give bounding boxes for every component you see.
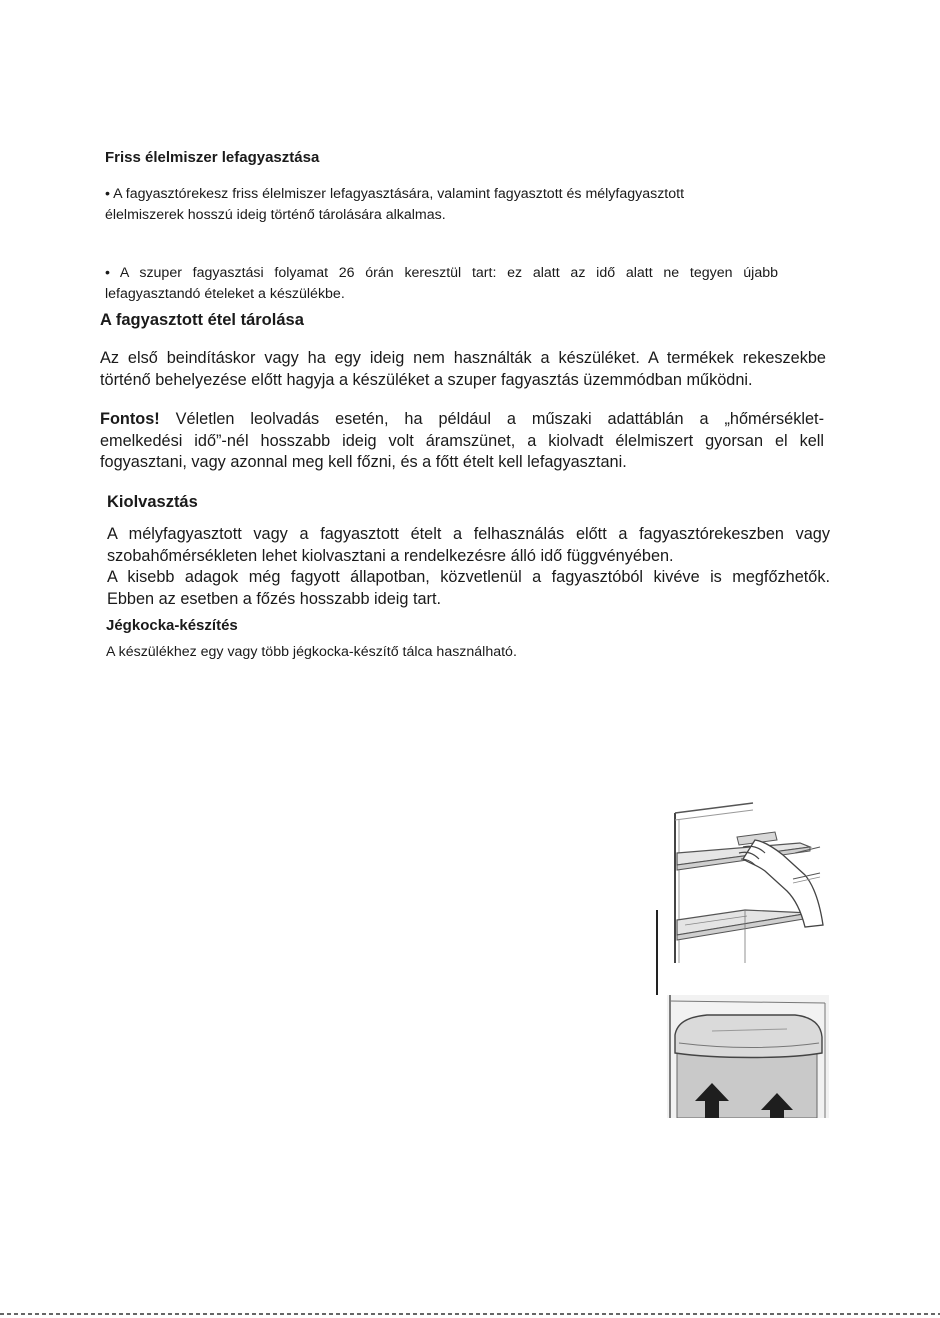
para-thawing (107, 524, 830, 610)
important-label: Fontos! (100, 410, 160, 428)
thawing-line1: A mélyfagyasztott vagy a fagyasztott ételt a felhasználás előtt a fagyasztórekeszben vagy (107, 525, 830, 543)
thawing-line4: Ebben az esetben a főzés hosszabb ideig tart. (107, 589, 441, 608)
important-line3: fogyasztani, vagy azonnal meg kell főzni, és a főtt ételt kell lefagyasztani. (100, 453, 627, 471)
bullet2-line2: lefagyasztandó ételeket a készülékbe. (105, 286, 345, 302)
bullet2-line1: • A szuper fagyasztási folyamat 26 órán keresztül tart: ez alatt az idő alatt ne tegyen újabb (105, 265, 778, 281)
important-line2: emelkedési idő”-nél hosszabb ideig volt áramszünet, a kiolvadt élelmiszert gyorsan el kell (100, 431, 824, 450)
para-first-start (100, 348, 826, 391)
para1-line2: történő behelyezése előtt hagyja a készüléket a szuper fagyasztás üzemmódban működni. (100, 370, 753, 389)
thawing-line3: A kisebb adagok még fagyott állapotban, közvetlenül a fagyasztóból kivéve is megfőzhetők. (107, 568, 830, 586)
section-ice-cubes (106, 617, 506, 634)
important-text-line1: Véletlen leolvadás esetén, ha például a műszaki adattáblán a „hőmérséklet- (159, 410, 824, 428)
thawing-line2: szobahőmérsékleten lehet kiolvasztani a rendelkezésre álló idő függvényében. (107, 546, 674, 565)
bottom-dotted-border (0, 1313, 940, 1315)
heading-fresh-food-freezing: Friss élelmiszer lefagyasztása (105, 149, 320, 166)
drawer-lift-illustration (667, 995, 829, 1118)
bullet-fresh-food-1 (105, 184, 795, 226)
section-frozen-storage (100, 311, 600, 330)
shelf-removal-illustration (655, 795, 825, 965)
heading-ice-cubes: Jégkocka-készítés (106, 617, 238, 634)
para-important (100, 409, 824, 474)
bullet-fresh-food-2 (105, 263, 778, 305)
heading-thawing: Kiolvasztás (107, 493, 198, 511)
section-fresh-food (105, 149, 805, 166)
section-thawing (107, 493, 507, 512)
heading-frozen-storage: A fagyasztott étel tárolása (100, 311, 304, 329)
separator-line (655, 910, 659, 995)
important-line1 (100, 409, 824, 431)
para1-line1: Az első beindításkor vagy ha egy ideig nem használták a készüléket. A termékek rekeszekbe (100, 349, 826, 367)
ice-cubes-text: A készülékhez egy vagy több jégkocka-készítő tálca használható. (106, 644, 517, 660)
bullet1-line2: élelmiszerek hosszú ideig történő tárolására alkalmas. (105, 207, 446, 223)
para-ice-cubes (106, 642, 706, 663)
bullet1-line1: • A fagyasztórekesz friss élelmiszer lefagyasztására, valamint fagyasztott és mélyfagyasztott (105, 186, 685, 202)
